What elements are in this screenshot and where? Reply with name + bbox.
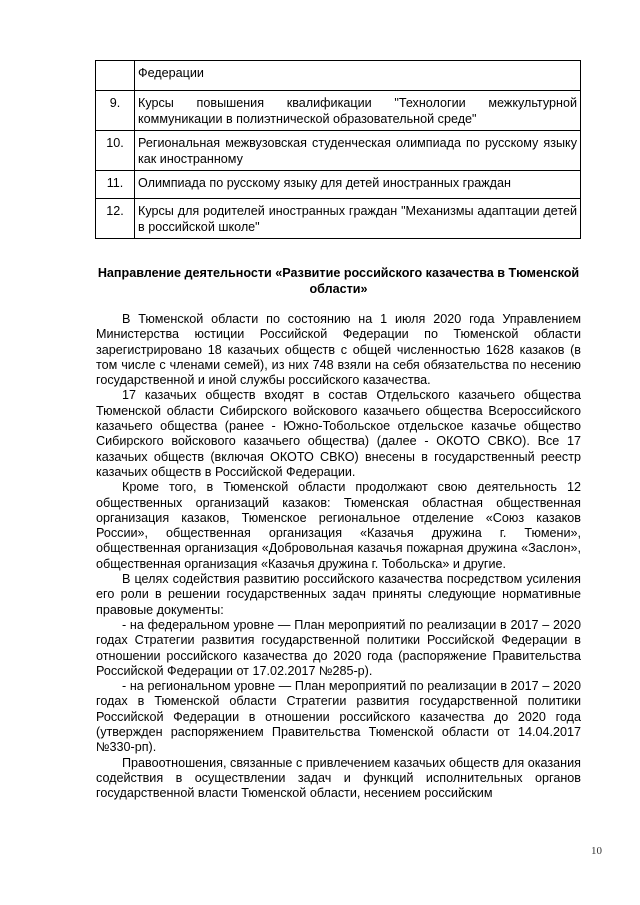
table-row — [96, 131, 581, 171]
row-text: Региональная межвузовская студенческая олимпиада по русскому языку как иностранному — [135, 131, 581, 171]
page-number: 10 — [591, 845, 602, 857]
paragraph: - на федеральном уровне — План мероприятий по реализации в 2017 – 2020 годах Стратегии развития государственной политики Российской Федерации в отношении российского казачества до 2020 года (распоряжение Правительства Российской Федерации от 17.02.2017 №285-р). — [96, 617, 581, 678]
paragraph: 17 казачьих обществ входят в состав Отдельского казачьего общества Тюменской области Сибирского войскового казачьего общества Всероссийского казачьего общества (ранее - Южно-Тобольское отдельское казачье общество Сибирского войскового казачьего общества) (далее - ОКОТО СВКО). Все 17 казачьих обществ (включая ОКОТО СВКО) внесены в государственный реестр казачьих обществ в Российской Федерации. — [96, 388, 581, 479]
row-text: Курсы для родителей иностранных граждан "Механизмы адаптации детей в российской школе" — [135, 199, 581, 239]
table-row — [96, 199, 581, 239]
body-text — [96, 312, 581, 802]
row-number: 11. — [96, 171, 135, 199]
row-number: 10. — [96, 131, 135, 171]
paragraph: Правоотношения, связанные с привлечением казачьих обществ для оказания содействия в осуществлении задач и функций исполнительных органов государственной власти Тюменской области, несением российским — [96, 755, 581, 801]
row-text: Федерации — [135, 61, 581, 91]
row-number: 12. — [96, 199, 135, 239]
paragraph: В Тюменской области по состоянию на 1 июля 2020 года Управлением Министерства юстиции Российской Федерации по Тюменской области зарегистрировано 18 казачьих обществ с общей численностью 1628 казаков (в том числе с членами семей), из них 748 взяли на себя обязательства по несению государственной и иной службы российского казачества. — [96, 312, 581, 388]
paragraph: Кроме того, в Тюменской области продолжают свою деятельность 12 общественных организаций казаков: Тюменская областная общественная организация казаков, Тюменское региональное отделение «Союз казаков России», общественная организация «Казачья дружина г. Тюмени», общественная организация «Добровольная казачья пожарная дружина «Заслон», общественная организация «Казачья дружина г. Тобольска» и другие. — [96, 480, 581, 571]
section-heading: Направление деятельности «Развитие российского казачества в Тюменской области» — [97, 266, 580, 296]
table-row — [96, 61, 581, 91]
row-text: Олимпиада по русскому языку для детей иностранных граждан — [135, 171, 581, 199]
row-text: Курсы повышения квалификации "Технологии межкультурной коммуникации в полиэтнической образовательной среде" — [135, 91, 581, 131]
row-number — [96, 61, 135, 91]
events-table — [95, 60, 581, 239]
table-row — [96, 171, 581, 199]
paragraph: - на региональном уровне — План мероприятий по реализации в 2017 – 2020 годах в Тюменской области Стратегии развития государственной политики Российской Федерации в отношении российского казачества до 2020 года (утвержден распоряжением Правительства Тюменской области от 14.04.2017 №330-рп). — [96, 679, 581, 755]
paragraph: В целях содействия развитию российского казачества посредством усиления его роли в решении государственных задач приняты следующие нормативные правовые документы: — [96, 572, 581, 617]
row-number: 9. — [96, 91, 135, 131]
table-row — [96, 91, 581, 131]
